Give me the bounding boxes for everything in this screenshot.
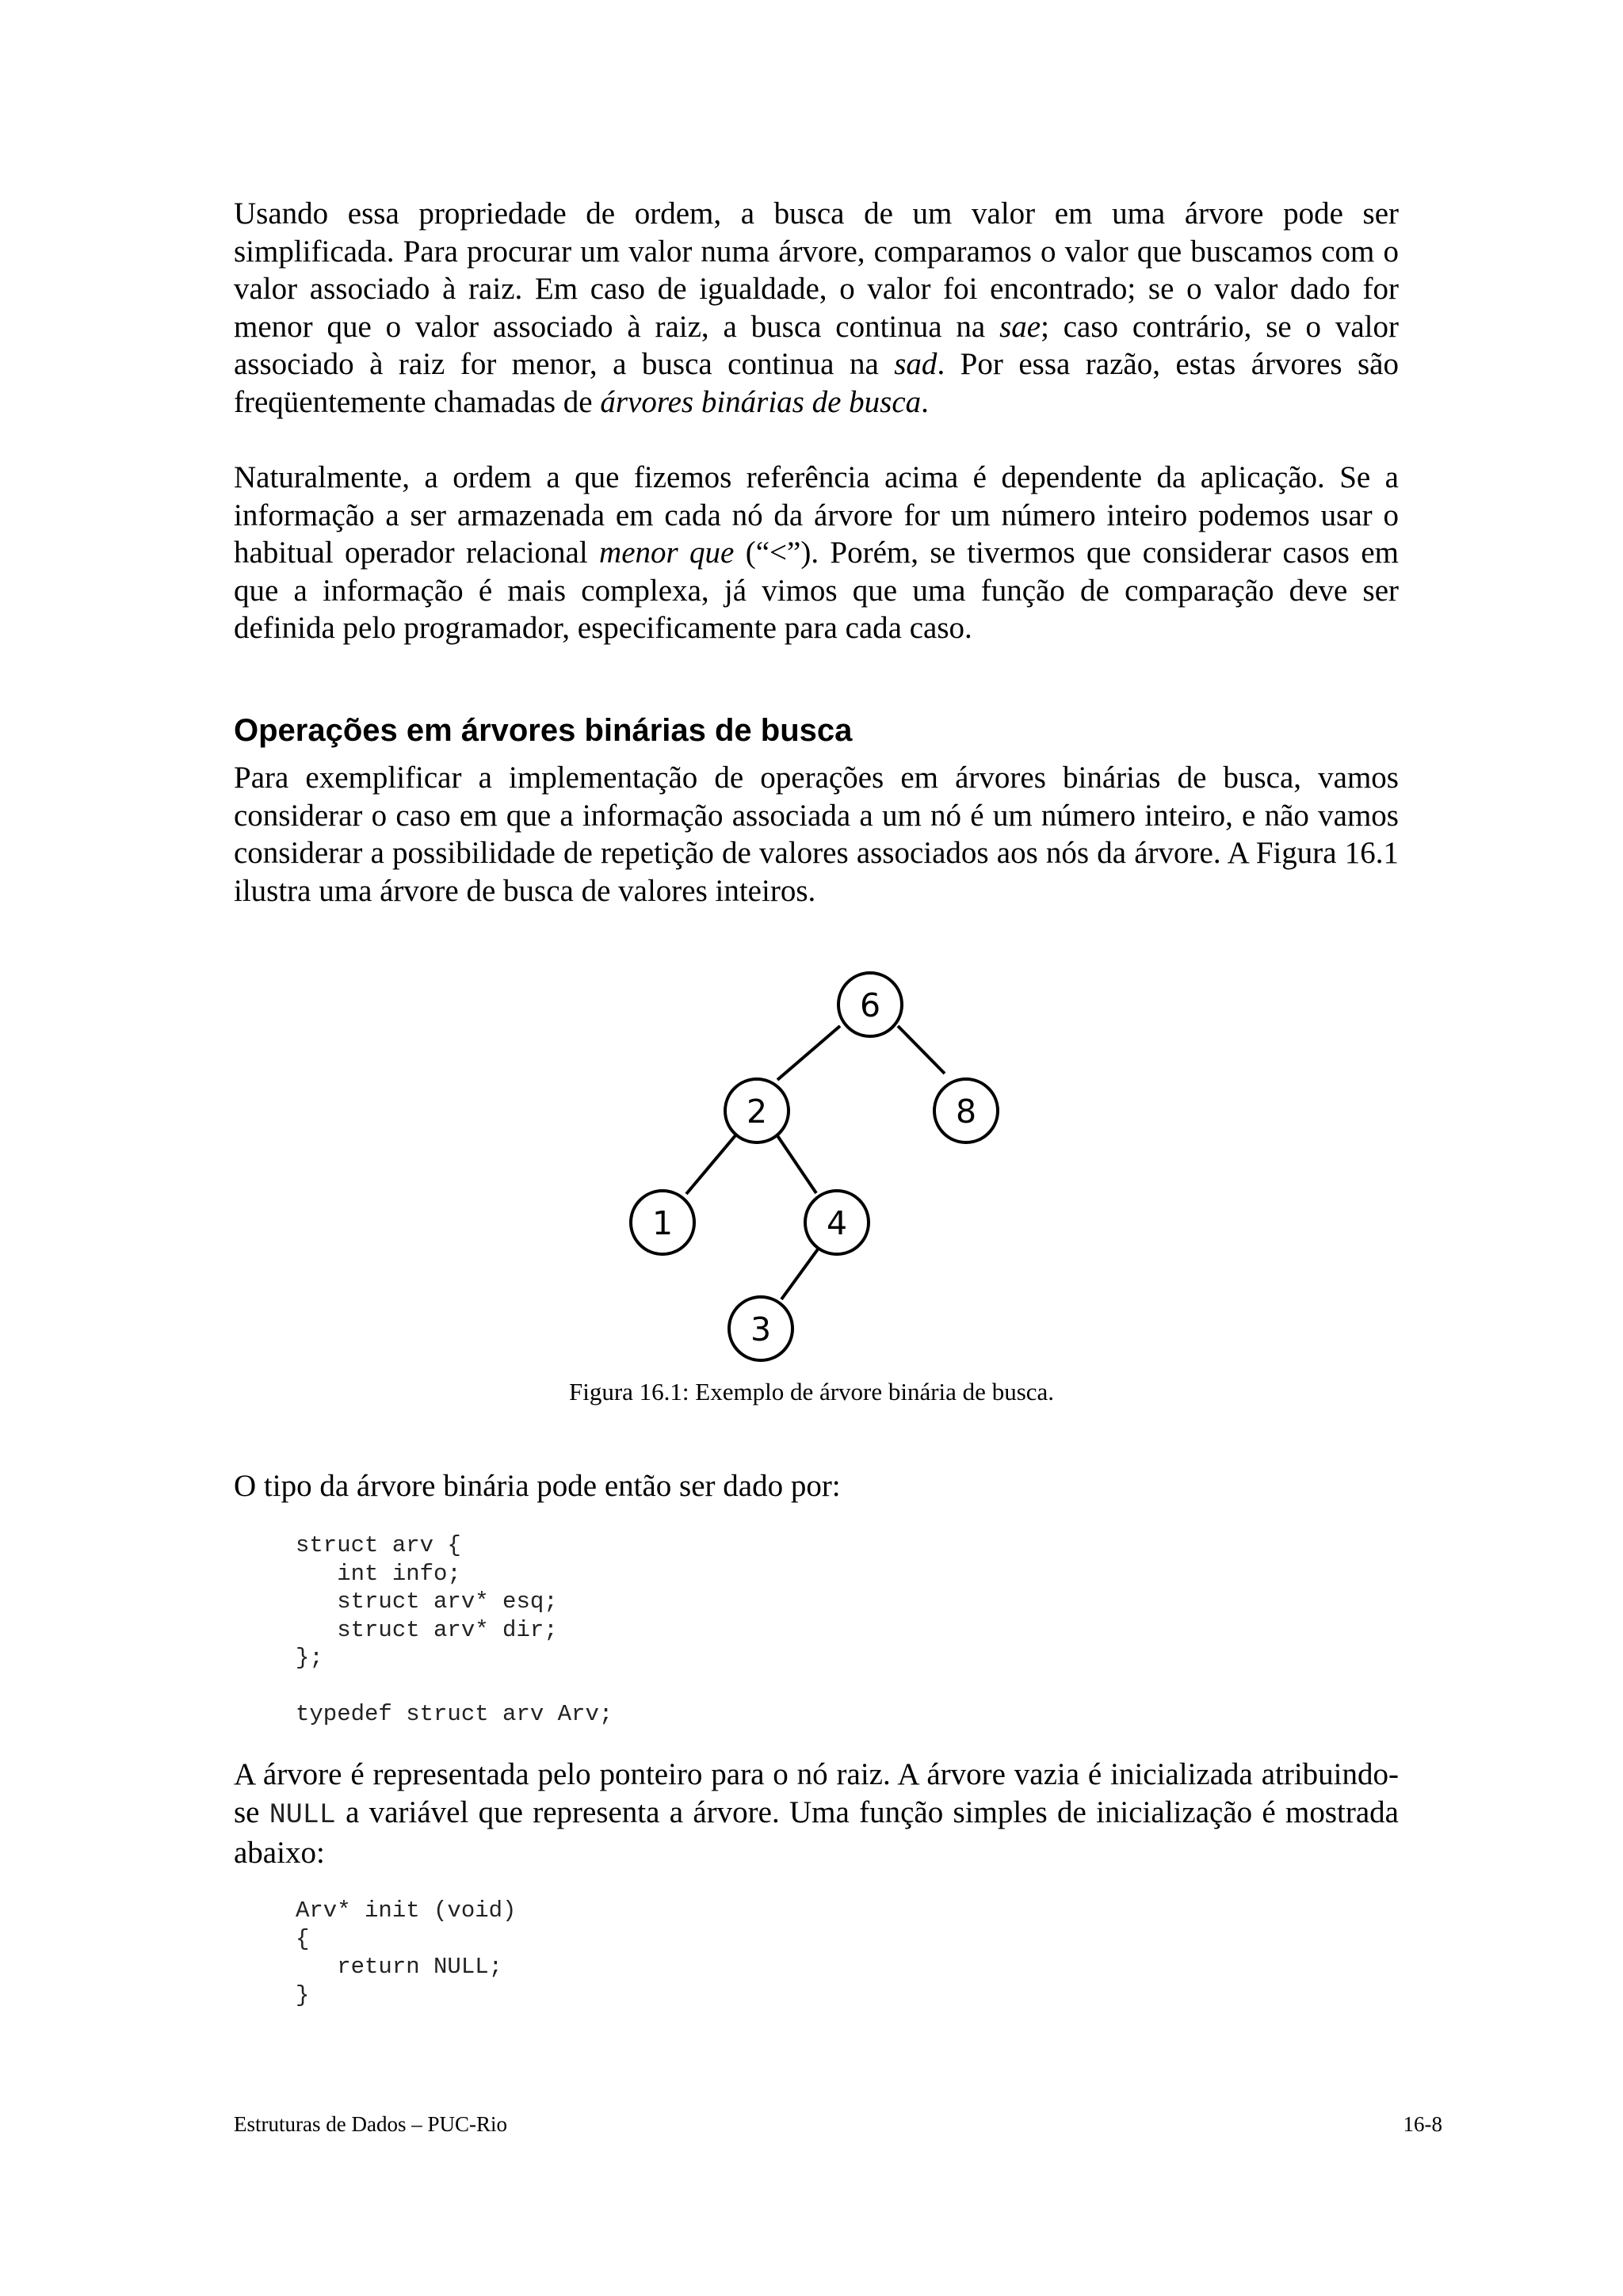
paragraph-type-intro: O tipo da árvore binária pode então ser dado por:	[234, 1469, 841, 1503]
tree-node-8	[934, 1079, 998, 1142]
figure-caption: Figura 16.1: Exemplo de árvore binária de busca.	[568, 1378, 1055, 1405]
paragraph-text: a variável que representa a árvore. Uma função simples de inicialização é mostrada abaixo:	[234, 1794, 1399, 1870]
edge-2-4	[777, 1135, 816, 1193]
tree-node-1	[631, 1191, 694, 1254]
paragraph-text: .	[921, 384, 929, 419]
paragraph-text: A árvore é representada pelo ponteiro para o nó raiz. A árvore vazia é inicializada atribuindo-se	[234, 1757, 1399, 1829]
tree-node-label: 2	[746, 1093, 768, 1131]
term-sad: sad	[894, 347, 938, 381]
term-menor-que: menor que	[599, 536, 735, 570]
paragraph-text: Naturalmente, a ordem a que fizemos referência acima é dependente da aplicação. Se a informação a ser armazenada em cada nó da árvore for um número inteiro podemos usar o habitual operador relacional	[234, 460, 1399, 570]
paragraph-text: Usando essa propriedade de ordem, a busca de um valor em uma árvore pode ser simplificada. Para procurar um valor numa árvore, comparamos o valor que buscamos com o valor associado à raiz. Em caso de igualdade, o valor foi encontrado; se o valor dado for menor que o valor associado à raiz, a busca continua na	[234, 196, 1399, 344]
tree-node-label: 4	[826, 1204, 848, 1242]
footer-page-number: 16-8	[1403, 2112, 1442, 2136]
tree-node-3	[729, 1297, 792, 1360]
footer-left: Estruturas de Dados – PUC-Rio	[234, 2112, 507, 2136]
tree-node-label: 6	[859, 986, 881, 1024]
paragraph-text: . Por essa razão, estas árvores são freqüentemente chamadas de	[234, 347, 1399, 419]
paragraph-example-intro: Para exemplificar a implementação de operações em árvores binárias de busca, vamos considerar o caso em que a informação associada a um nó é um número inteiro, e não vamos considerar a possibilidade de repetição de valores associados aos nós da árvore. A Figura 16.1 ilustra uma árvore de busca de valores inteiros.	[234, 761, 1399, 908]
tree-node-6	[838, 973, 902, 1036]
paragraph-text: (“<”). Porém, se tivermos que considerar casos em que a informação é mais complexa, já vimos que uma função de comparação deve ser definida pelo programador, especificamente para cada caso.	[234, 536, 1399, 645]
term-sae: sae	[999, 309, 1041, 344]
tree-node-label: 8	[955, 1093, 977, 1131]
edge-2-1	[686, 1135, 736, 1194]
tree-node-2	[725, 1079, 789, 1142]
code-block-init: Arv* init (void) { return NULL; }	[296, 1897, 517, 2008]
paragraph-text: ; caso contrário, se o valor associado à raiz for menor, a busca continua na	[234, 309, 1399, 381]
inline-code-null: NULL	[269, 1798, 336, 1831]
term-binary-search-trees: árvores binárias de busca	[600, 384, 922, 419]
code-block-struct: struct arv { int info; struct arv* esq; struct arv* dir; }; typedef struct arv Arv;	[296, 1532, 613, 1727]
tree-node-label: 3	[750, 1310, 772, 1348]
tree-node-label: 1	[651, 1204, 674, 1242]
edge-6-2	[777, 1026, 840, 1080]
tree-node-4	[805, 1191, 869, 1254]
edge-6-8	[898, 1026, 945, 1074]
paragraph-init-intro	[234, 1756, 1399, 1872]
edge-4-3	[781, 1247, 819, 1299]
section-heading: Operações em árvores binárias de busca	[234, 713, 853, 748]
